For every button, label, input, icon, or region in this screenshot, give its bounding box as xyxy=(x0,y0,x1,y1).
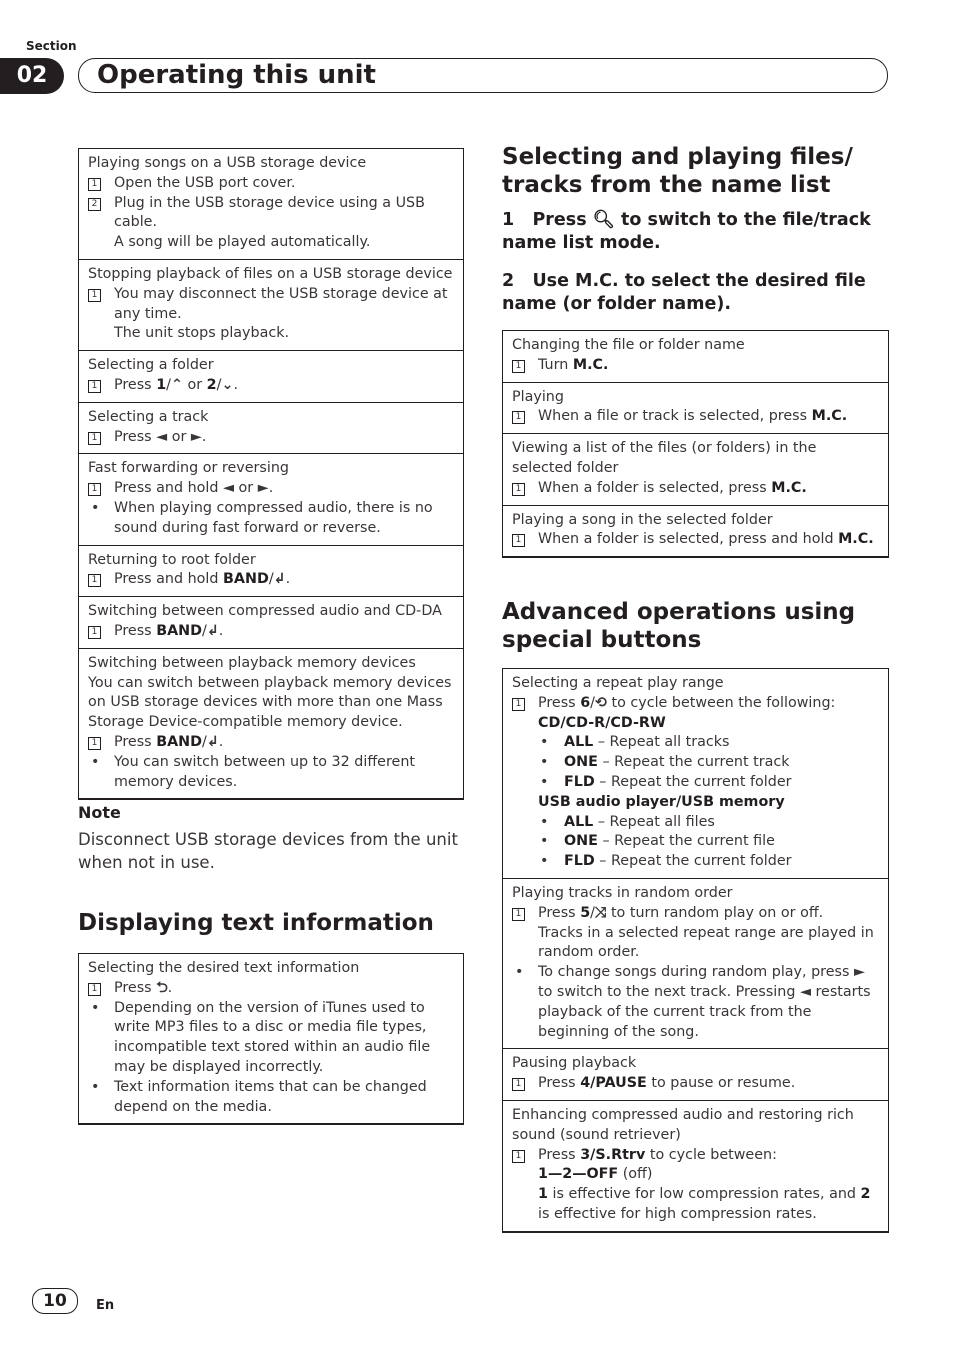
pause-cell xyxy=(503,1049,888,1101)
list-item xyxy=(512,773,879,793)
option-text: – Repeat the current file xyxy=(602,833,775,850)
step-text: to switch to the file/track name list mode. xyxy=(502,210,871,253)
folder-cell: Selecting a folder 1 Press 1/⌃ or 2/⌄. xyxy=(79,351,463,403)
option-text: – Repeat all tracks xyxy=(597,734,730,751)
step-text: Press xyxy=(532,210,587,230)
cell-title: Switching between compressed audio and CD-DA xyxy=(88,603,442,620)
list-item xyxy=(512,852,879,872)
step-text: Press xyxy=(538,1146,576,1163)
note-heading: Note xyxy=(78,803,121,822)
step-text: When a folder is selected, press xyxy=(538,479,767,496)
step-text: Press and hold xyxy=(114,571,219,588)
return-icon: ↲ xyxy=(206,622,219,639)
step-text: Press and hold ◄ or ►. xyxy=(114,480,274,497)
repeat-icon: ⟲ xyxy=(594,694,607,711)
name-list-heading: Selecting and playing files/ tracks from the name list xyxy=(502,144,853,198)
step-number-icon: 1 xyxy=(88,178,101,191)
option-text: – Repeat the current folder xyxy=(599,853,792,870)
cell-title: Selecting a folder xyxy=(88,357,214,374)
step-text: Plug in the USB storage device using a USB cable. xyxy=(114,194,425,231)
step-subtext: A song will be played automatically. xyxy=(114,234,371,251)
step-press: Press xyxy=(114,376,152,393)
key-mc: M.C. xyxy=(572,356,609,373)
displaying-text-heading: Displaying text information xyxy=(78,910,434,936)
step-number-icon: 1 xyxy=(88,380,101,393)
cell-title: Stopping playback of files on a USB storage device xyxy=(88,265,453,282)
switch-cd-cell: Switching between compressed audio and CD-DA 1 Press BAND/↲. xyxy=(79,597,463,649)
step-number-icon: 1 xyxy=(512,698,525,711)
root-cell: Returning to root folder 1 Press and hold BAND/↲. xyxy=(79,546,463,598)
list-item xyxy=(512,733,879,753)
usb-operations-table xyxy=(78,148,464,800)
cell-title: Enhancing compressed audio and restoring rich sound (sound retriever) xyxy=(512,1106,854,1143)
cell-title: Selecting the desired text information xyxy=(88,960,360,976)
key-2: 2 xyxy=(206,376,217,393)
step-number-icon: 1 xyxy=(512,360,525,373)
cycle-values: 1—2—OFF xyxy=(538,1166,619,1183)
group-label: USB audio player/USB memory xyxy=(538,793,785,810)
step-text: to pause or resume. xyxy=(651,1075,796,1092)
step-2-instruction xyxy=(502,270,888,316)
cell-title: Switching between playback memory devices xyxy=(88,654,416,671)
option-key: ONE xyxy=(564,833,598,850)
option-key: FLD xyxy=(564,853,595,870)
key-1: 1 xyxy=(156,376,167,393)
step-1-instruction xyxy=(502,209,888,255)
step-number: 2 xyxy=(502,271,515,291)
cell-title: Playing xyxy=(512,388,564,405)
step-text: Press ◄ or ►. xyxy=(114,428,207,445)
step-text: When a file or track is selected, press xyxy=(538,408,808,425)
cell-title: Returning to root folder xyxy=(88,551,256,568)
bullet-text: • When playing compressed audio, there is no sound during fast forward or reverse. xyxy=(88,499,454,539)
cell-title: Changing the file or folder name xyxy=(512,337,745,353)
step-number-icon: 1 xyxy=(88,289,101,302)
cell-title: Playing songs on a USB storage device xyxy=(88,155,367,171)
change-name-cell xyxy=(503,331,888,383)
cell-title: Playing tracks in random order xyxy=(512,884,733,901)
viewing-cell xyxy=(503,434,888,505)
list-item xyxy=(512,753,879,773)
bullet-text: • You can switch between up to 32 different memory devices. xyxy=(88,753,454,793)
shuffle-icon: ⤨ xyxy=(594,904,607,921)
step-subtext: Tracks in a selected repeat range are played in random order. xyxy=(538,924,874,961)
step-text: Turn xyxy=(538,356,569,373)
language-label: En xyxy=(96,1298,115,1313)
step-number-icon: 1 xyxy=(512,483,525,496)
section-number: 02 xyxy=(0,58,64,94)
down-chevron-icon: ⌄ xyxy=(221,376,234,393)
option-key: ALL xyxy=(564,813,594,830)
page-header xyxy=(78,58,888,93)
cell-description: You can switch between playback memory devices on USB storage devices with more than one Mass Storage Device-compatible memory device. xyxy=(88,674,452,731)
key-band: BAND xyxy=(223,571,269,588)
return-icon: ↲ xyxy=(206,733,219,750)
key-band: BAND xyxy=(156,733,202,750)
option-key: ONE xyxy=(564,754,598,771)
cycle-note: (off) xyxy=(622,1166,653,1183)
step-number-icon: 1 xyxy=(512,1150,525,1163)
group-label: CD/CD-R/CD-RW xyxy=(538,714,666,731)
advanced-heading: Advanced operations using special buttons xyxy=(502,599,856,653)
track-cell xyxy=(79,403,463,455)
cell-title: Viewing a list of the files (or folders) in the selected folder xyxy=(512,440,817,476)
step-text: is effective for high compression rates. xyxy=(538,1205,817,1222)
level-2: 2 xyxy=(860,1186,871,1203)
page-title: Operating this unit xyxy=(97,60,376,90)
list-item xyxy=(512,813,879,833)
step-text: is effective for low compression rates, and xyxy=(552,1186,856,1203)
cell-title: Playing a song in the selected folder xyxy=(512,511,773,528)
step-text: Open the USB port cover. xyxy=(114,174,296,191)
option-text: – Repeat the current track xyxy=(602,754,790,771)
text-info-table xyxy=(78,953,464,1125)
step-text: to cycle between: xyxy=(649,1146,777,1163)
cell-title: Pausing playback xyxy=(512,1055,637,1072)
key-mc: M.C. xyxy=(811,408,848,425)
search-icon: 🔍︎ xyxy=(592,210,615,230)
step-text: Press xyxy=(538,694,576,711)
step-number-icon: 1 xyxy=(88,432,101,445)
step-number-icon: 1 xyxy=(88,574,101,587)
up-chevron-icon: ⌃ xyxy=(170,376,183,393)
repeat-cell: Selecting a repeat play range 1 Press 6/⟲ to cycle between the following: CD/CD-R/CD-RW • ALL – Repeat all tracks • ONE – Repeat the current track • FLD – Repeat the current folder USB audio player/USB memory • ALL – Repeat all files • ONE – Repeat the current file • FLD – Repeat the current folder xyxy=(503,669,888,879)
text-info-cell: Selecting the desired text information 1 Press ⮌. • Depending on the version of iTunes used to write MP3 files to a disc or media file types, incompatible text stored within an audio file may be displayed incorrectly. • Text information items that can be changed depend on the media. xyxy=(79,954,463,1123)
option-key: ALL xyxy=(564,734,594,751)
step-text: You may disconnect the USB storage device at any time. xyxy=(114,285,448,322)
cell-title: Selecting a track xyxy=(88,408,209,425)
key-mc: M.C. xyxy=(838,531,874,548)
step-text: to turn random play on or off. xyxy=(610,904,824,921)
step-text: Press xyxy=(538,1075,576,1092)
play-folder-cell xyxy=(503,506,888,557)
step-text: When a folder is selected, press and hold xyxy=(538,531,834,548)
step-text: to cycle between the following: xyxy=(611,694,836,711)
random-cell: Playing tracks in random order 1 Press 5/⤨ to turn random play on or off. Tracks in a selected repeat range are played in random order. • To change songs during random play, press ► to switch to the next track. Pressing ◄ restarts playback of the current track from the beginning of the song. xyxy=(503,879,888,1049)
step-number-icon: 1 xyxy=(512,411,525,424)
step-number-icon: 1 xyxy=(512,1078,525,1091)
key-pause: 4/PAUSE xyxy=(580,1075,647,1092)
key-srtrv: 3/S.Rtrv xyxy=(580,1146,646,1163)
retriever-cell xyxy=(503,1101,888,1231)
bullet-text: • To change songs during random play, press ► to switch to the next track. Pressing ◄ restarts playback of the current track from the beginning of the song. xyxy=(512,963,879,1042)
step-number: 1 xyxy=(502,210,515,230)
advanced-table xyxy=(502,668,889,1233)
step-number-icon: 1 xyxy=(88,626,101,639)
step-number-icon: 1 xyxy=(88,483,101,496)
memory-cell: Switching between playback memory devices You can switch between playback memory devices on USB storage devices with more than one Mass Storage Device-compatible memory device. 1 Press BAND/↲. • You can switch between up to 32 different memory devices. xyxy=(79,649,463,799)
key-mc: M.C. xyxy=(771,479,807,496)
step-number-icon: 1 xyxy=(88,983,101,996)
page-number: 10 xyxy=(32,1288,78,1314)
section-label: Section xyxy=(26,39,77,53)
option-text: – Repeat all files xyxy=(597,813,715,830)
step-number-icon: 2 xyxy=(88,198,101,211)
usb-stop-cell xyxy=(79,260,463,351)
return-icon: ↲ xyxy=(273,571,286,588)
key-5: 5 xyxy=(580,904,591,921)
cell-title: Fast forwarding or reversing xyxy=(88,460,289,477)
option-text: – Repeat the current folder xyxy=(599,773,792,790)
step-subtext: The unit stops playback. xyxy=(114,325,290,342)
name-list-table xyxy=(502,330,889,558)
step-text: Press xyxy=(114,622,152,639)
list-item xyxy=(512,832,879,852)
option-key: FLD xyxy=(564,773,595,790)
step-text: Press xyxy=(114,733,152,750)
step-number-icon: 1 xyxy=(512,908,525,921)
step-number-icon: 1 xyxy=(88,737,101,750)
usb-play-cell xyxy=(79,149,463,260)
ff-rev-cell xyxy=(79,454,463,545)
cell-title: Selecting a repeat play range xyxy=(512,675,724,691)
step-text: Press xyxy=(114,979,152,996)
playing-cell xyxy=(503,383,888,435)
level-1: 1 xyxy=(538,1186,548,1203)
step-number-icon: 1 xyxy=(512,534,525,547)
bullet-text: • Text information items that can be changed depend on the media. xyxy=(88,1078,454,1118)
back-arrow-icon: ⮌ xyxy=(156,979,168,996)
note-text: Disconnect USB storage devices from the unit when not in use. xyxy=(78,830,458,872)
step-text: Press xyxy=(538,904,576,921)
key-6: 6 xyxy=(580,694,591,711)
bullet-text: • Depending on the version of iTunes used to write MP3 files to a disc or media file types, incompatible text stored within an audio file may be displayed incorrectly. xyxy=(88,999,454,1078)
or-text: or xyxy=(187,376,203,393)
key-band: BAND xyxy=(156,622,202,639)
step-text: Use M.C. to select the desired file name (or folder name). xyxy=(502,271,866,314)
